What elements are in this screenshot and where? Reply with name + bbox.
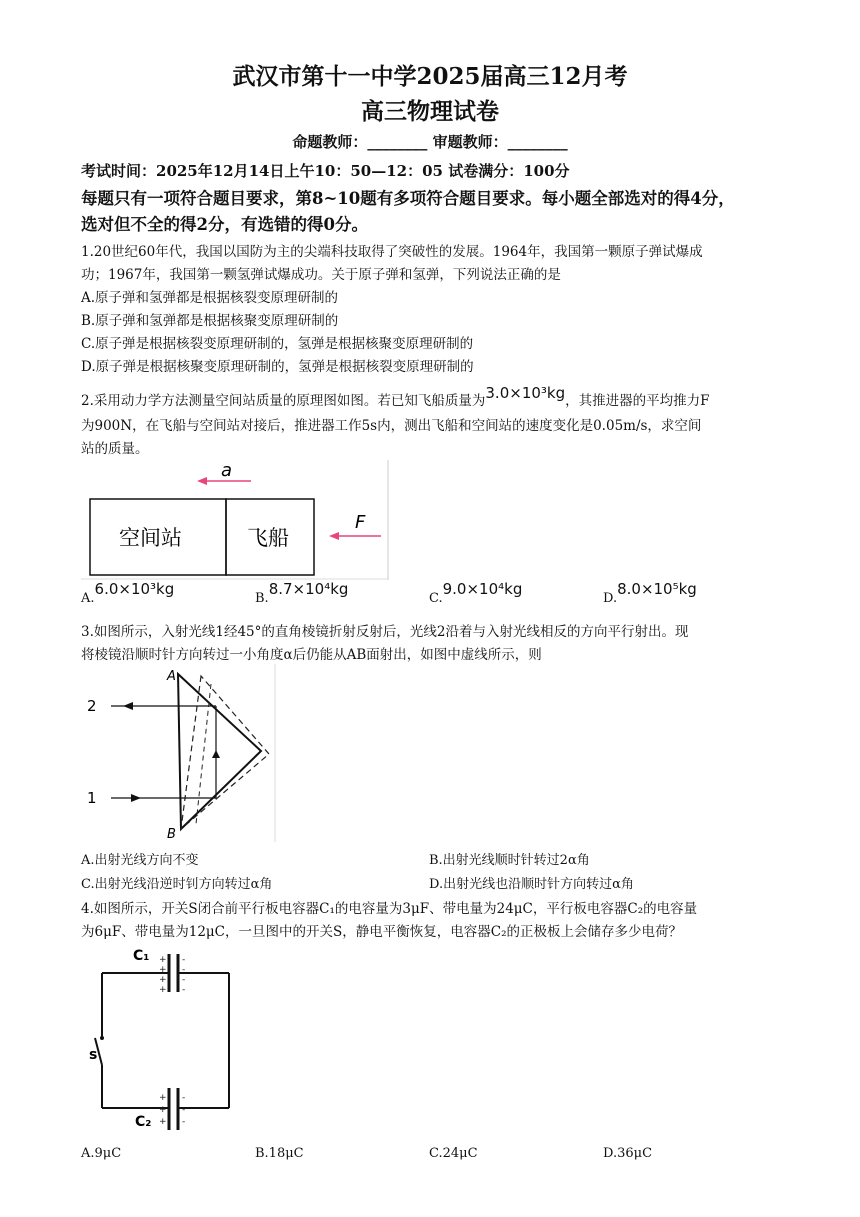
vertex-b-label: B [167,827,176,842]
q1-option-b: B.原子弹和氢弹都是根据核聚变原理研制的 [81,313,339,329]
exam-info: 考试时间：2025年12月14日上午10：50—12：05 试卷满分：100分 [81,162,570,180]
q3-option-a: A.出射光线方向不变 [81,853,199,868]
c2-charges [159,1093,185,1127]
q3-option-c: C.出射光线沿逆时钊方向转过α角 [81,877,273,892]
q3-stem-2: 将棱镜沿顺时针方向转过一小角度α后仍能从AB面射出，如图中虚线所示，则 [81,647,542,663]
paper-title: 高三物理试卷 [361,98,499,125]
c2-label: C₂ [135,1114,152,1130]
svg-text:-: - [182,1093,186,1103]
q1-option-a: A.原子弹和氢弹都是根据核裂变原理研制的 [81,290,339,306]
svg-text:-: - [182,985,186,995]
q4-circuit-diagram [81,940,241,1140]
ray-1-label: 1 [87,789,97,807]
q4-option-b: B.18μC [255,1146,304,1161]
q2-option-d-value: 8.0×10⁵kg [617,580,697,598]
q3-option-b: B.出射光线顺时针转过2α角 [429,853,590,868]
q3-prism-diagram [81,664,281,842]
svg-text:-: - [182,1105,186,1115]
q4-option-d: D.36μC [603,1146,653,1161]
svg-text:-: - [182,1117,186,1127]
q2-option-c-value: 9.0×10⁴kg [442,580,523,598]
force-arrowhead [329,532,339,540]
q2-diagram [81,460,391,580]
q2-option-a-value: 6.0×10³kg [94,580,175,598]
svg-text:-: - [182,965,186,975]
ray-2-label: 2 [87,697,97,715]
teachers-line: 命题教师：________ 审题教师：________ [292,133,568,151]
q2-option-b-prefix: B. [255,591,269,606]
c1-charges [159,955,185,995]
q1-stem-2: 功；1967年，我国第一颗氢弹试爆成功。关于原子弹和氢弹，下列说法正确的是 [81,267,561,283]
q2-ship-mass: 3.0×10³kg [485,384,566,402]
q1-option-c: C.原子弹是根据核裂变原理研制的，氢弹是根据核聚变原理研制的 [81,336,474,352]
acceleration-label: a [221,460,233,481]
c1-label: C₁ [133,948,150,964]
q2-option-d-prefix: D. [603,591,618,606]
acceleration-arrowhead [197,477,207,485]
force-label: F [355,512,366,533]
q4-stem-1: 4.如图所示，开关S闭合前平行板电容器C₁的电容量为3μF、带电量为24μC，平行板电容器C₂的电容量 [81,901,698,917]
q2-option-a-prefix: A. [81,591,95,606]
switch-label: s [89,1047,98,1063]
svg-text:+: + [159,1105,167,1115]
q2-option-c-prefix: C. [429,591,443,606]
q2-option-b-value: 8.7×10⁴kg [268,580,349,598]
ray-2-arrowhead [123,702,133,710]
prism-rotated-dashed [181,676,269,829]
internal-ray-arrowhead [212,750,220,758]
vertex-a-label: A [167,669,176,684]
spaceship-label: 飞船 [247,526,289,550]
q4-stem-2: 为6μF、带电量为12μC，一旦图中的开关S，静电平衡恢复，电容器C₂的正极板上会储存多少电荷？ [81,924,682,940]
svg-text:+: + [159,965,167,975]
svg-text:-: - [182,955,186,965]
q1-stem-1: 1.20世纪60年代，我国以国防为主的尖端科技取得了突破性的发展。1964年，我国第一颗原子弹试爆成 [81,244,703,260]
svg-text:+: + [159,1093,167,1103]
svg-text:+: + [159,975,167,985]
instruction-line-1: 每题只有一项符合题目要求，第8~10题有多项符合题目要求。每小题全部选对的得4分， [81,189,735,208]
q4-option-c: C.24μC [429,1146,478,1161]
instruction-line-2: 选对但不全的得2分，有选错的得0分。 [81,215,368,234]
switch-contact [100,1036,104,1040]
q1-option-d: D.原子弹是根据核聚变原理研制的，氢弹是根据核裂变原理研制的 [81,359,474,375]
svg-text:+: + [159,985,167,995]
q2-stem-1a: 2.采用动力学方法测量空间站质量的原理图如图。若已知飞船质量为 [81,393,486,409]
q2-stem-1b: ，其推进器的平均推力F [565,393,710,409]
svg-text:-: - [182,975,186,985]
q2-stem-2: 为900N，在飞船与空间站对接后，推进器工作5s内，测出飞船和空间站的速度变化是0.05m/s，求空间 [81,418,702,434]
q2-stem-3: 站的质量。 [81,441,149,457]
svg-text:+: + [159,955,167,965]
svg-text:+: + [159,1117,167,1127]
school-title: 武汉市第十一中学2025届高三12月考 [232,63,628,90]
q3-stem-1: 3.如图所示，入射光线1经45°的直角棱镜折射反射后，光线2沿着与入射光线相反的方向平行射出。现 [81,624,689,640]
ray-1-arrowhead [131,794,141,802]
q3-option-d: D.出射光线也沿顺时针方向转过α角 [429,877,634,892]
space-station-label: 空间站 [119,526,182,550]
q4-option-a: A.9μC [81,1146,122,1161]
